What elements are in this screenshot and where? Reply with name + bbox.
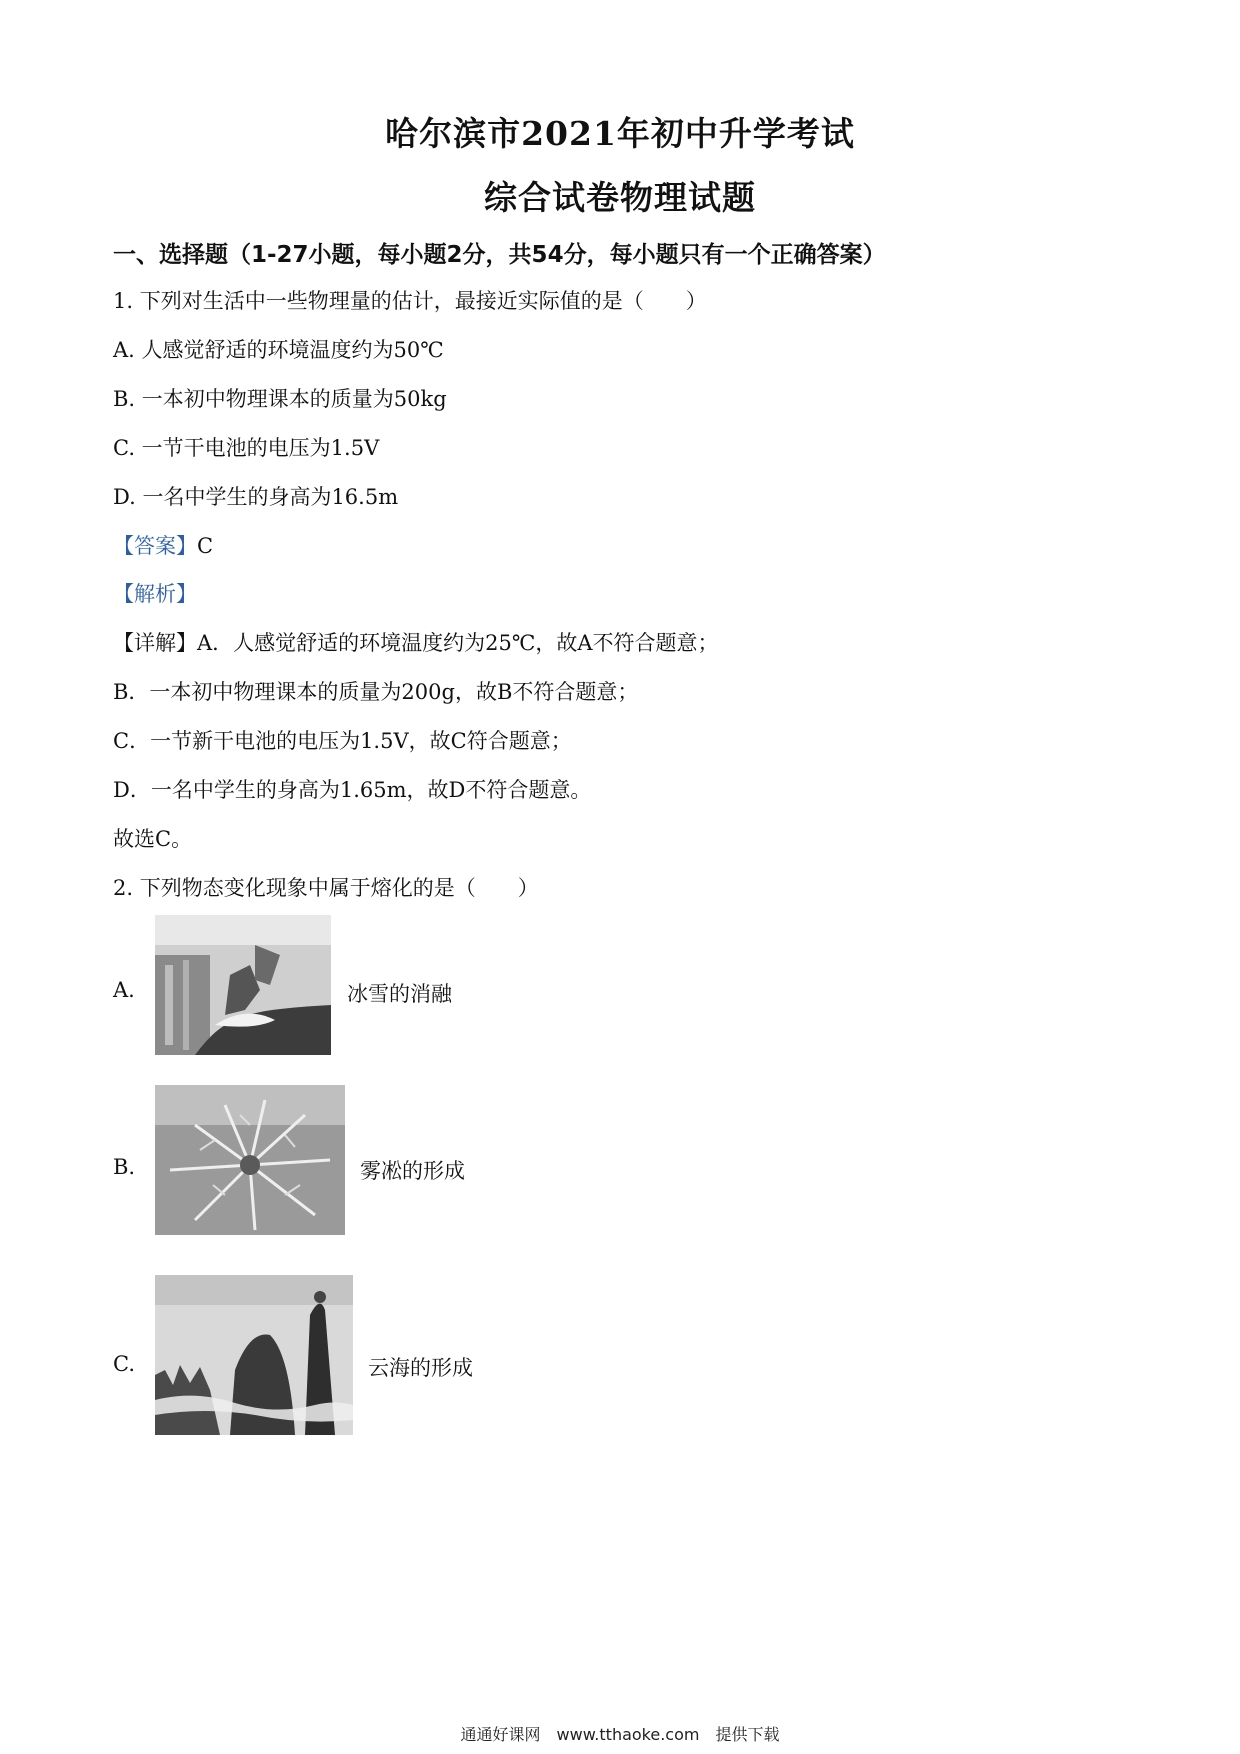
question-2-option-c-letter: C. bbox=[113, 1352, 135, 1376]
question-2-option-a-letter: A. bbox=[113, 978, 135, 1002]
exam-title: 哈尔滨市2021年初中升学考试 bbox=[385, 114, 855, 153]
question-2-stem: 2. 下列物态变化现象中属于熔化的是（ ） bbox=[113, 876, 539, 900]
rime-frost-photo bbox=[155, 1085, 345, 1235]
answer-line bbox=[113, 530, 213, 560]
question-1-option-a: A. 人感觉舒适的环境温度约为50℃ bbox=[113, 338, 444, 362]
melting-snow-photo bbox=[155, 915, 331, 1055]
section-heading: 一、选择题（1-27小题，每小题2分，共54分，每小题只有一个正确答案） bbox=[113, 242, 886, 268]
question-2-option-b-caption: 雾凇的形成 bbox=[360, 1159, 465, 1183]
answer-value: C bbox=[197, 534, 214, 558]
question-2-option-a-caption: 冰雪的消融 bbox=[347, 982, 452, 1006]
question-1-option-d: D. 一名中学生的身高为16.5m bbox=[113, 485, 399, 509]
detail-line-3: C．一节新干电池的电压为1.5V，故C符合题意； bbox=[113, 729, 572, 753]
detail-line-2: B．一本初中物理课本的质量为200g，故B不符合题意； bbox=[113, 680, 639, 704]
conclusion: 故选C。 bbox=[113, 827, 193, 851]
question-1-option-c: C. 一节干电池的电压为1.5V bbox=[113, 436, 380, 460]
question-2-option-b-letter: B. bbox=[113, 1155, 136, 1179]
analysis-tag: 【解析】 bbox=[113, 582, 197, 606]
question-2-option-c-caption: 云海的形成 bbox=[368, 1356, 473, 1380]
detail-line-1: 【详解】A．人感觉舒适的环境温度约为25℃，故A不符合题意； bbox=[113, 631, 719, 655]
detail-line-4: D．一名中学生的身高为1.65m，故D不符合题意。 bbox=[113, 778, 592, 802]
exam-subtitle: 综合试卷物理试题 bbox=[484, 178, 756, 217]
sea-of-clouds-photo bbox=[155, 1275, 353, 1435]
question-1-option-b: B. 一本初中物理课本的质量为50kg bbox=[113, 387, 447, 411]
answer-tag: 【答案】 bbox=[113, 534, 197, 558]
question-1-stem: 1. 下列对生活中一些物理量的估计，最接近实际值的是（ ） bbox=[113, 289, 707, 313]
footer-source: 通通好课网 www.tthaoke.com 提供下载 bbox=[460, 1725, 780, 1744]
